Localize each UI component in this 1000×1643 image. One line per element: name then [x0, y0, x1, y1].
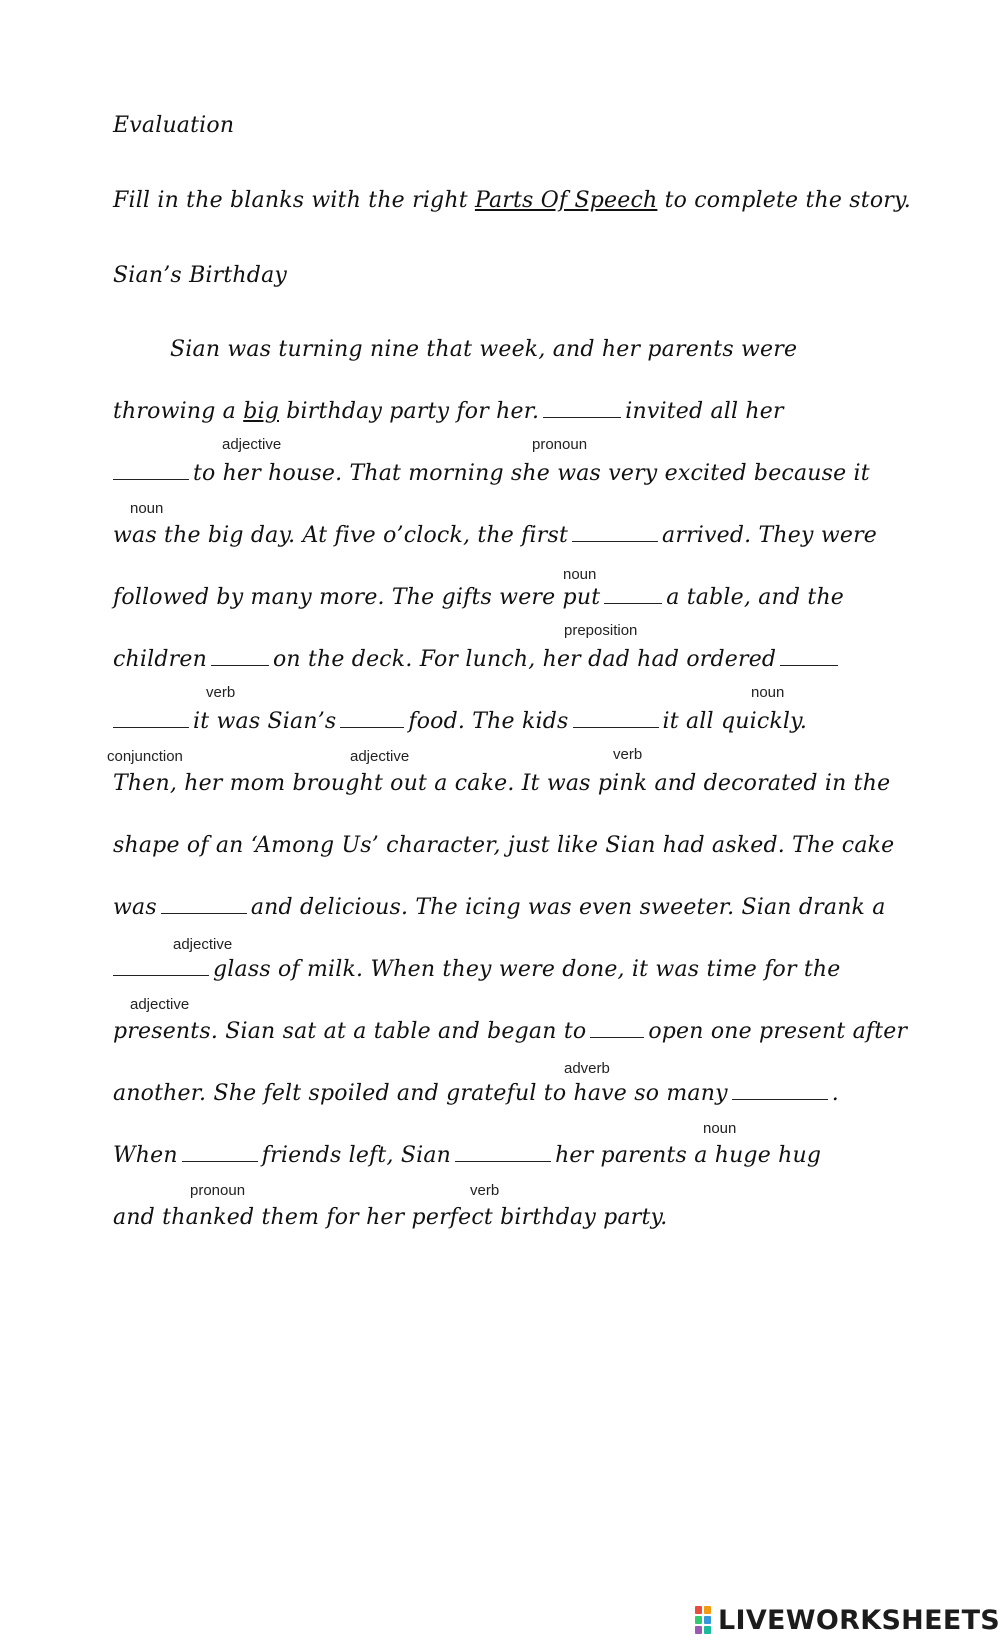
story-line-6: [113, 647, 842, 672]
instruction: [113, 188, 911, 213]
line-4-text-a: was the big day. At five o’clock, the first: [113, 523, 569, 548]
logo-block: [695, 1616, 702, 1624]
heading: Evaluation: [113, 113, 235, 138]
blank-adjective-3[interactable]: [161, 912, 247, 914]
blank-adverb-1[interactable]: [590, 1036, 644, 1038]
liveworksheets-logo-icon: [694, 1605, 712, 1635]
line-14-text-a: When: [113, 1143, 178, 1168]
logo-block: [704, 1626, 711, 1634]
line-7-text-b: food. The kids: [408, 709, 569, 734]
story-line-10: [113, 895, 886, 920]
line-5-text-a: followed by many more. The gifts were put: [113, 585, 601, 610]
label-noun: noun: [751, 684, 785, 701]
instruction-before: Fill in the blanks with the right: [113, 188, 475, 213]
blank-preposition-1[interactable]: [604, 602, 662, 604]
story-line-3: [113, 461, 870, 486]
line-2-text-a: throwing a: [113, 399, 244, 424]
line-13-text-b: .: [831, 1081, 839, 1106]
blank-adjective-2[interactable]: [340, 726, 404, 728]
line-7-text-c: it all quickly.: [662, 709, 808, 734]
line-12-text-b: open one present after: [648, 1019, 908, 1044]
story-line-9: shape of an ‘Among Us’ character, just like Sian had asked. The cake: [113, 833, 895, 858]
line-11-text: glass of milk. When they were done, it was time for the: [213, 957, 841, 982]
blank-noun-3[interactable]: [780, 664, 838, 666]
line-3-text: to her house. That morning she was very excited because it: [193, 461, 870, 486]
story-line-13: [113, 1081, 839, 1106]
line-12-text-a: presents. Sian sat at a table and began to: [113, 1019, 587, 1044]
line-14-text-b: friends left, Sian: [261, 1143, 452, 1168]
label-adjective: adjective: [173, 936, 233, 953]
blank-adjective-4[interactable]: [113, 974, 209, 976]
label-pronoun: pronoun: [190, 1182, 246, 1199]
story-title: Sian’s Birthday: [113, 263, 288, 288]
blank-pronoun-1[interactable]: [543, 416, 621, 418]
logo-block: [695, 1606, 702, 1614]
blank-pronoun-2[interactable]: [182, 1160, 258, 1162]
label-pronoun: pronoun: [532, 436, 588, 453]
logo-block: [695, 1626, 702, 1634]
blank-noun-4[interactable]: [732, 1098, 828, 1100]
story-line-2: [113, 399, 784, 424]
brand-name: LIVEWORKSHEETS: [718, 1604, 1000, 1636]
story-line-5: [113, 585, 844, 610]
blank-noun-1[interactable]: [113, 478, 189, 480]
blank-noun-2[interactable]: [572, 540, 658, 542]
label-noun: noun: [130, 500, 164, 517]
logo-block: [704, 1616, 711, 1624]
line-13-text-a: another. She felt spoiled and grateful to have so many: [113, 1081, 728, 1106]
logo-block: [704, 1606, 711, 1614]
line-5-text-b: a table, and the: [666, 585, 845, 610]
label-adjective: adjective: [130, 996, 190, 1013]
line-6-text-a: children: [113, 647, 207, 672]
label-adjective: adjective: [222, 436, 282, 453]
brand-footer: [694, 1600, 1000, 1640]
line-2-text-c: invited all her: [625, 399, 784, 424]
story-line-8: Then, her mom brought out a cake. It was pink and decorated in the: [113, 771, 891, 796]
line-10-text-b: and delicious. The icing was even sweeter. Sian drank a: [250, 895, 886, 920]
label-adverb: adverb: [564, 1060, 610, 1077]
story-line-11: [113, 957, 841, 982]
story-line-12: [113, 1019, 907, 1044]
line-7-text-a: it was Sian’s: [193, 709, 337, 734]
label-preposition: preposition: [564, 622, 638, 639]
label-verb: verb: [206, 684, 236, 701]
label-noun: noun: [703, 1120, 737, 1137]
story-line-4: [113, 523, 877, 548]
line-6-text-b: on the deck. For lunch, her dad had ordered: [272, 647, 777, 672]
blank-verb-2[interactable]: [573, 726, 659, 728]
story-line-15: and thanked them for her perfect birthday party.: [113, 1205, 668, 1230]
line-4-text-b: arrived. They were: [662, 523, 878, 548]
line-10-text-a: was: [113, 895, 157, 920]
label-verb: verb: [470, 1182, 500, 1199]
blank-conjunction-1[interactable]: [113, 726, 189, 728]
story-line-14: [113, 1143, 821, 1168]
label-noun: noun: [563, 566, 597, 583]
line-14-text-c: her parents a huge hug: [555, 1143, 822, 1168]
instruction-after: to complete the story.: [657, 188, 911, 213]
label-adjective: adjective: [350, 748, 410, 765]
story-line-1: Sian was turning nine that week, and her parents were: [170, 337, 798, 362]
instruction-underlined: Parts Of Speech: [474, 188, 658, 213]
line-2-text-b: birthday party for her.: [279, 399, 540, 424]
story-line-7: [113, 709, 807, 734]
label-verb: verb: [613, 746, 643, 763]
blank-verb-1[interactable]: [211, 664, 269, 666]
line-2-underlined: big: [243, 399, 280, 424]
blank-verb-3[interactable]: [455, 1160, 551, 1162]
label-conjunction: conjunction: [107, 748, 183, 765]
